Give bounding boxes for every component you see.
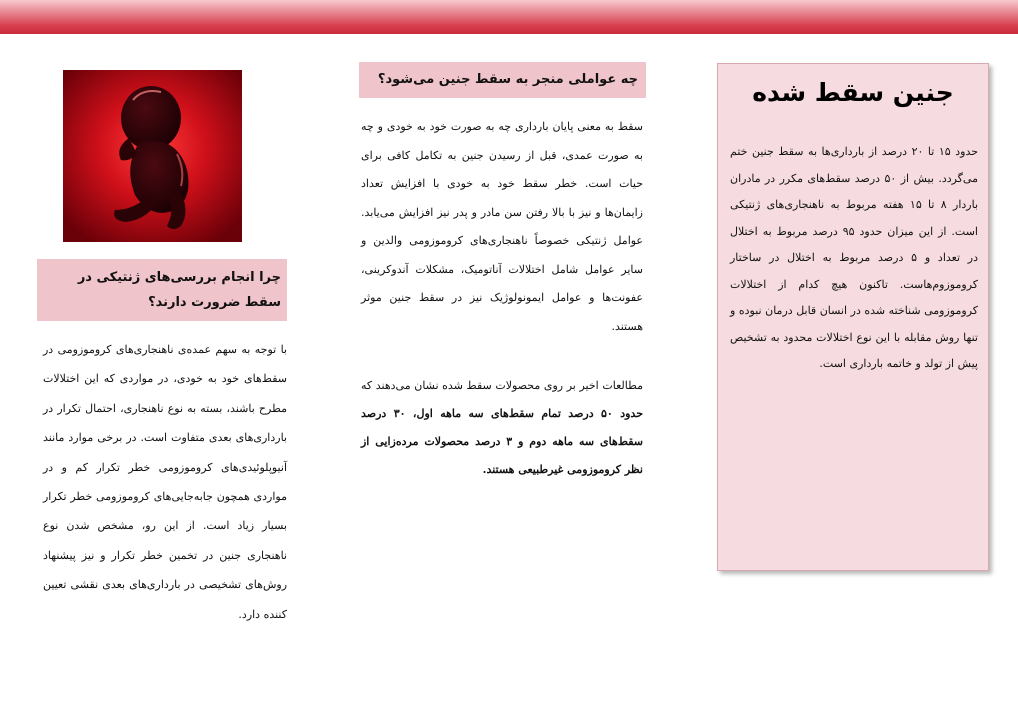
genetic-heading-bar bbox=[37, 259, 287, 321]
genetic-heading: چرا انجام بررسی‌های ژنتیکی در سقط ضرورت دارند؟ bbox=[77, 270, 281, 310]
studies-paragraph bbox=[361, 372, 643, 484]
top-banner bbox=[0, 0, 1018, 34]
page-title: جنین سقط شده bbox=[752, 78, 954, 107]
causes-heading: چه عواملی منجر به سقط جنین می‌شود؟ bbox=[377, 72, 638, 87]
causes-paragraph: سقط به معنی پایان بارداری چه به صورت خود به خودی و چه به صورت عمدی، قبل از رسیدن جنین به تکامل کافی برای حیات است. خطر سقط خود به خودی با افزایش تعداد زایمان‌ها و نیز با بالا رفتن سن مادر و پدر نیز افزایش می‌یابد. عوامل ژنتیکی خصوصاً ناهنجاری‌های کروموزومی والدین و سایر عوامل شامل اختلالات آناتومیک، مشکلات آندوکرینی، عفونت‌ها و عوامل ایمونولوژیک نیز در سقط جنین موثر هستند. bbox=[361, 120, 643, 333]
fetus-image bbox=[63, 70, 242, 242]
fetus-illustration bbox=[63, 70, 242, 242]
studies-text: مطالعات اخیر بر روی محصولات سقط شده نشان می‌دهند که bbox=[361, 379, 643, 392]
genetic-paragraph: با توجه به سهم عمده‌ی ناهنجاری‌های کروموزومی در سقط‌های خود به خودی، در مواردی که این اختلالات مطرح باشند، بسته به نوع ناهنجاری، احتمال تکرار در بارداری‌های بعدی متفاوت است. در برخی موارد مانند آنیوپلوئیدی‌های کروموزومی خطر تکرار کم و در مواردی همچون جابه‌جایی‌های کروموزومی خطر تکرار بسیار زیاد است. از این رو، مشخص شدن نوع ناهنجاری جنین در تخمین خطر تکرار و نیز پیشنهاد روش‌های تشخیصی در بارداری‌های بعدی نقشی تعیین کننده دارد. bbox=[43, 343, 287, 621]
intro-paragraph: حدود ۱۵ تا ۲۰ درصد از بارداری‌ها به سقط جنین ختم می‌گردد. بیش از ۵۰ درصد سقط‌های مکرر در مادران باردار ۸ تا ۱۵ هفته مربوط به ناهنجاری‌های ژنتیکی است. از این میزان حدود ۹۵ درصد مربوط به اختلال در تعداد و ۵ درصد مربوط به اختلال در ساختار کروموزوم‌هاست. تاکنون هیچ کدام از اختلالات کروموزومی شناخته شده در انسان قابل درمان نبوده و تنها روش مقابله با این نوع اختلالات محدود به تشخیص پیش از تولد و خاتمه بارداری است. bbox=[730, 145, 979, 370]
intro-box bbox=[717, 63, 989, 571]
causes-heading-bar bbox=[359, 62, 646, 98]
studies-highlight: حدود ۵۰ درصد تمام سقط‌های سه ماهه اول، ۳۰ درصد سقط‌های سه ماهه دوم و ۳ درصد محصولات مرده‌زایی از نظر کروموزومی غیرطبیعی هستند. bbox=[361, 407, 644, 476]
